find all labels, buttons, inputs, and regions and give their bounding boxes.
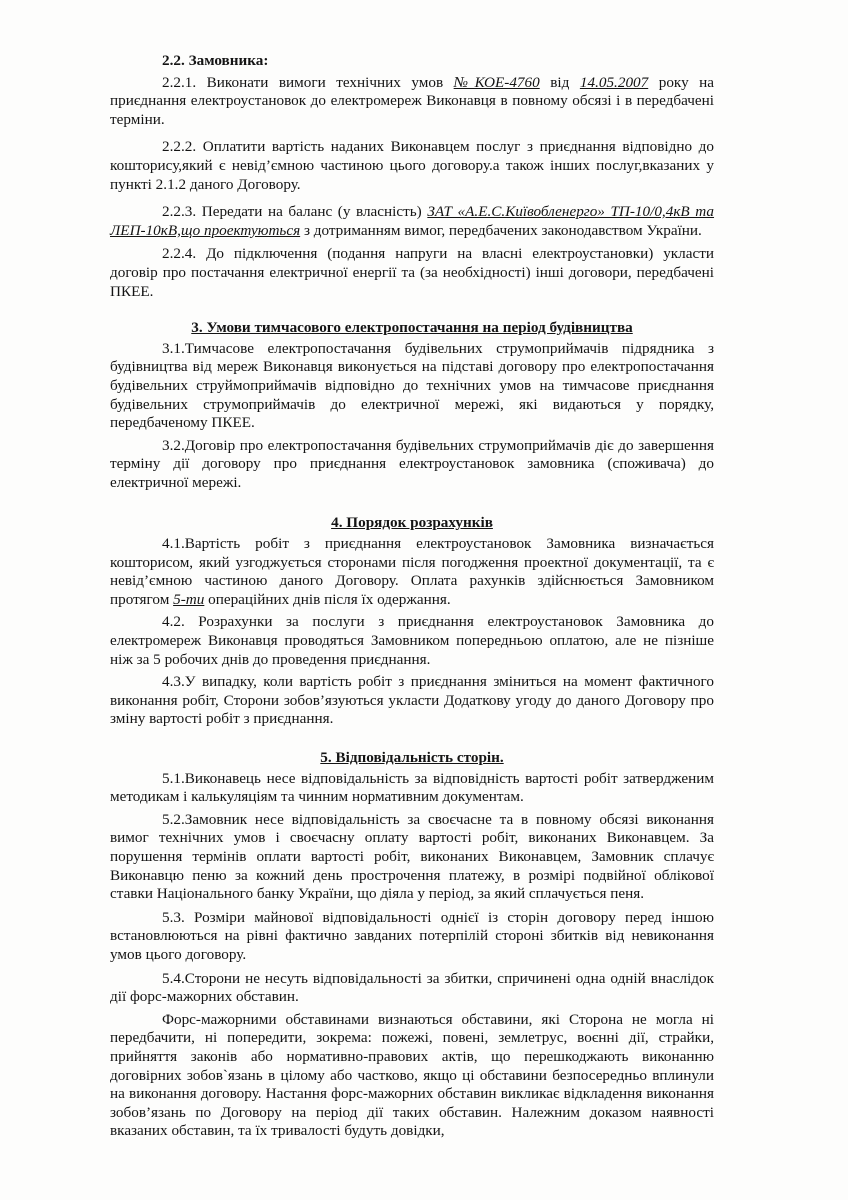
clause-5-2: 5.2.Замовник несе відповідальність за своєчасне та в повному обсязі виконання вимог технічних умов і своєчасну оплату вартості робіт, виконаних Виконавцем. За порушення термінів оплати вартості робіт, виконаних Виконавцем, Замовник сплачує Виконавцю пеню за кожний день прострочення платежу, в розмірі подвійної облікової ставки Національного банку України, що діяла у період, за який сплачується пеня. <box>110 810 714 903</box>
clause-5-4: 5.4.Сторони не несуть відповідальності за збитки, спричинені одна одній внаслідок дії форс-мажорних обставин. <box>110 969 714 1006</box>
transfer-object: ЗАТ «А.Е.С.Київобленерго» ТП-10/0,4кВ та ЛЕП-10кВ,що проектуються <box>110 203 715 239</box>
clause-2-2-1-mid: від <box>550 73 570 91</box>
clause-2-2-2: 2.2.2. Оплатити вартість наданих Виконавцем послуг з приєднання відповідно до кошторису,який є невід’ємною частиною цього договору.а також інших послуг,вказаних у пункті 2.1.2 даного Договору. <box>110 138 714 193</box>
clause-4-3: 4.3.У випадку, коли вартість робіт з приєднання зміниться на момент фактичного виконання робіт, Сторони зобов’язуються укласти Додаткову угоду до даного Договору про зміну вартості робіт з приєднання. <box>110 673 714 728</box>
clause-4-1-end: операційних днів після їх одержання. <box>208 590 451 608</box>
payment-days: 5-ти <box>173 590 205 608</box>
section-5-heading: 5. Відповідальність сторін. <box>320 749 504 766</box>
tech-conditions-date: 14.05.2007 <box>579 73 649 91</box>
force-majeure-definition: Форс-мажорними обставинами визнаються обставини, які Сторона не могла ні передбачити, ні попередити, зокрема: пожежі, повені, землетрус, воєнні дії, страйки, прийняття законів або нормативно-правових актів, що перешкоджають виконанню договірних зобов`язань в цілому або частково, якщо ці обставини безпосередньо вплинули на виконання договору. Настання форс-мажорних обставин викликає відкладення виконання зобов’язань по Договору на період дії таких обставин. Належним доказом наявності вказаних обставин, та їх тривалості будуть довідки, <box>110 1010 714 1140</box>
clause-3-2: 3.2.Договір про електропостачання будівельних струмоприймачів діє до завершення терміну дії договору про приєднання електроустановок замовника (споживача) до електричної мережі. <box>110 436 714 491</box>
section-3-heading: 3. Умови тимчасового електропостачання на період будівництва <box>191 319 633 337</box>
clause-2-2-3-start: 2.2.3. Передати на баланс (у власність) <box>162 203 422 221</box>
section-4-heading: 4. Порядок розрахунків <box>331 514 493 532</box>
clause-4-2: 4.2. Розрахунки за послуги з приєднання електроустановок Замовника до електромереж Виконавця проводяться Замовником попередньою оплатою, але не пізніше ніж за 5 робочих днів до проведення приєднання. <box>110 613 714 668</box>
clause-2-2-1-end: року на приєднання електроустановок до електромереж Виконавця в повному обсязі і в передбачені терміни. <box>110 73 715 128</box>
tech-conditions-number: №КОЕ-4760 <box>453 73 540 91</box>
clause-5-3: 5.3. Розміри майнової відповідальності однієї із сторін договору перед іншою встановлюються на рівні фактично завданих потерпілій стороні збитків від невиконання умов цього договору. <box>110 908 714 963</box>
clause-2-2-4: 2.2.4. До підключення (подання напруги на власні електроустановки) укласти договір про постачання електричної енергії та (за необхідності) інші договори, передбачені ПКЕЕ. <box>110 245 714 300</box>
clause-2-2-3 <box>110 203 714 240</box>
clause-2-2-1 <box>110 74 714 130</box>
clause-4-1 <box>110 535 714 609</box>
clause-3-1: 3.1.Тимчасове електропостачання будівельних струмоприймачів підрядника з будівництва від мереж Виконавця виконується на підставі договору про електропостачання будівельних струймоприймачів відповідно до технічних умов на тимчасове приєднання будівельних струмоприймачів до електричної мережі, які видаються у порядку, передбаченому ПКЕЕ. <box>110 339 714 432</box>
clause-4-1-start: 4.1.Вартість робіт з приєднання електроустановок Замовника визначається кошторисом, який узгоджується сторонами після погодження проектної документації, та є невід’ємною частиною даного Договору. Оплата рахунків здійснюється Замовником протягом <box>110 535 714 608</box>
document-body <box>110 52 714 1141</box>
section-2-2-heading: 2.2. Замовника: <box>162 52 269 69</box>
clause-2-2-3-end: з дотриманням вимог, передбачених законодавством України. <box>303 221 702 239</box>
clause-5-1: 5.1.Виконавець несе відповідальність за відповідність вартості робіт затвердженим методикам і калькуляціям та чинним нормативним документам. <box>110 769 714 806</box>
clause-2-2-1-start: 2.2.1. Виконати вимоги технічних умов <box>162 73 444 91</box>
